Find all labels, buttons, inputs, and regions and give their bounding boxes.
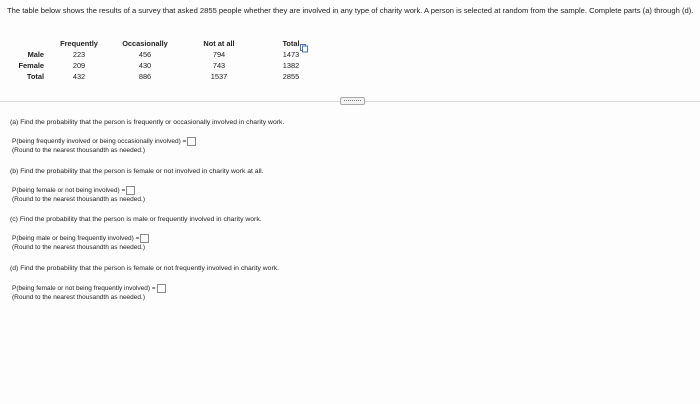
survey-table	[8, 38, 324, 82]
part-c-answer-input[interactable]	[140, 234, 149, 243]
part-c-answer	[12, 234, 149, 252]
table-cell: 1473	[282, 50, 300, 59]
row-label: Total	[26, 72, 44, 81]
row-label: Female	[18, 61, 44, 70]
table-cell: 886	[138, 72, 152, 81]
problem-intro: The table below shows the results of a survey that asked 2855 people whether they are involved in any type of charity work. A person is selected at random from the sample. Complete parts (a) through (d).	[7, 6, 694, 15]
part-a-answer-input[interactable]	[187, 137, 196, 146]
table-row	[8, 60, 324, 71]
table-row	[8, 71, 324, 82]
table-cell: 223	[72, 50, 86, 59]
part-a-question: (a) Find the probability that the person is frequently or occasionally involved in charity work.	[10, 119, 285, 126]
part-d-answer-input[interactable]	[157, 284, 166, 293]
table-header: Total	[282, 39, 300, 48]
part-a-answer	[12, 137, 196, 155]
table-row	[8, 49, 324, 60]
part-a-prompt: P(being frequently involved or being occasionally involved) =	[12, 138, 187, 146]
table-header: Frequently	[60, 39, 98, 48]
table-header: Occasionally	[122, 39, 168, 48]
part-b-answer-input[interactable]	[126, 186, 135, 195]
table-cell: 432	[72, 72, 86, 81]
table-cell: 1537	[210, 72, 228, 81]
part-d-question: (d) Find the probability that the person is female or not frequently involved in charity work.	[10, 265, 279, 272]
table-header-row	[8, 38, 324, 49]
table-header	[8, 38, 48, 49]
table-cell: 794	[212, 50, 226, 59]
row-label: Male	[27, 50, 44, 59]
part-a-note: (Round to the nearest thousandth as needed.)	[12, 147, 145, 155]
part-d-prompt: P(being female or not being frequently involved) =	[12, 285, 156, 293]
expand-handle-icon[interactable]	[340, 97, 365, 105]
table-header: Not at all	[203, 39, 235, 48]
part-c-prompt: P(being male or being frequently involved) =	[12, 235, 140, 243]
part-c-question: (c) Find the probability that the person is male or frequently involved in charity work.	[10, 216, 262, 223]
table-cell: 209	[72, 61, 86, 70]
part-b-prompt: P(being female or not being involved) =	[12, 187, 126, 195]
table-cell: 456	[138, 50, 152, 59]
part-c-note: (Round to the nearest thousandth as needed.)	[12, 244, 145, 252]
copy-icon[interactable]	[299, 40, 309, 50]
part-d-answer	[12, 284, 166, 302]
part-d-note: (Round to the nearest thousandth as needed.)	[12, 294, 145, 302]
part-b-answer	[12, 186, 145, 204]
part-b-note: (Round to the nearest thousandth as needed.)	[12, 196, 145, 204]
part-b-question: (b) Find the probability that the person is female or not involved in charity work at all.	[10, 168, 264, 175]
table-cell: 743	[212, 61, 226, 70]
table-cell: 2855	[282, 72, 300, 81]
table-cell: 430	[138, 61, 152, 70]
table-cell: 1382	[282, 61, 300, 70]
